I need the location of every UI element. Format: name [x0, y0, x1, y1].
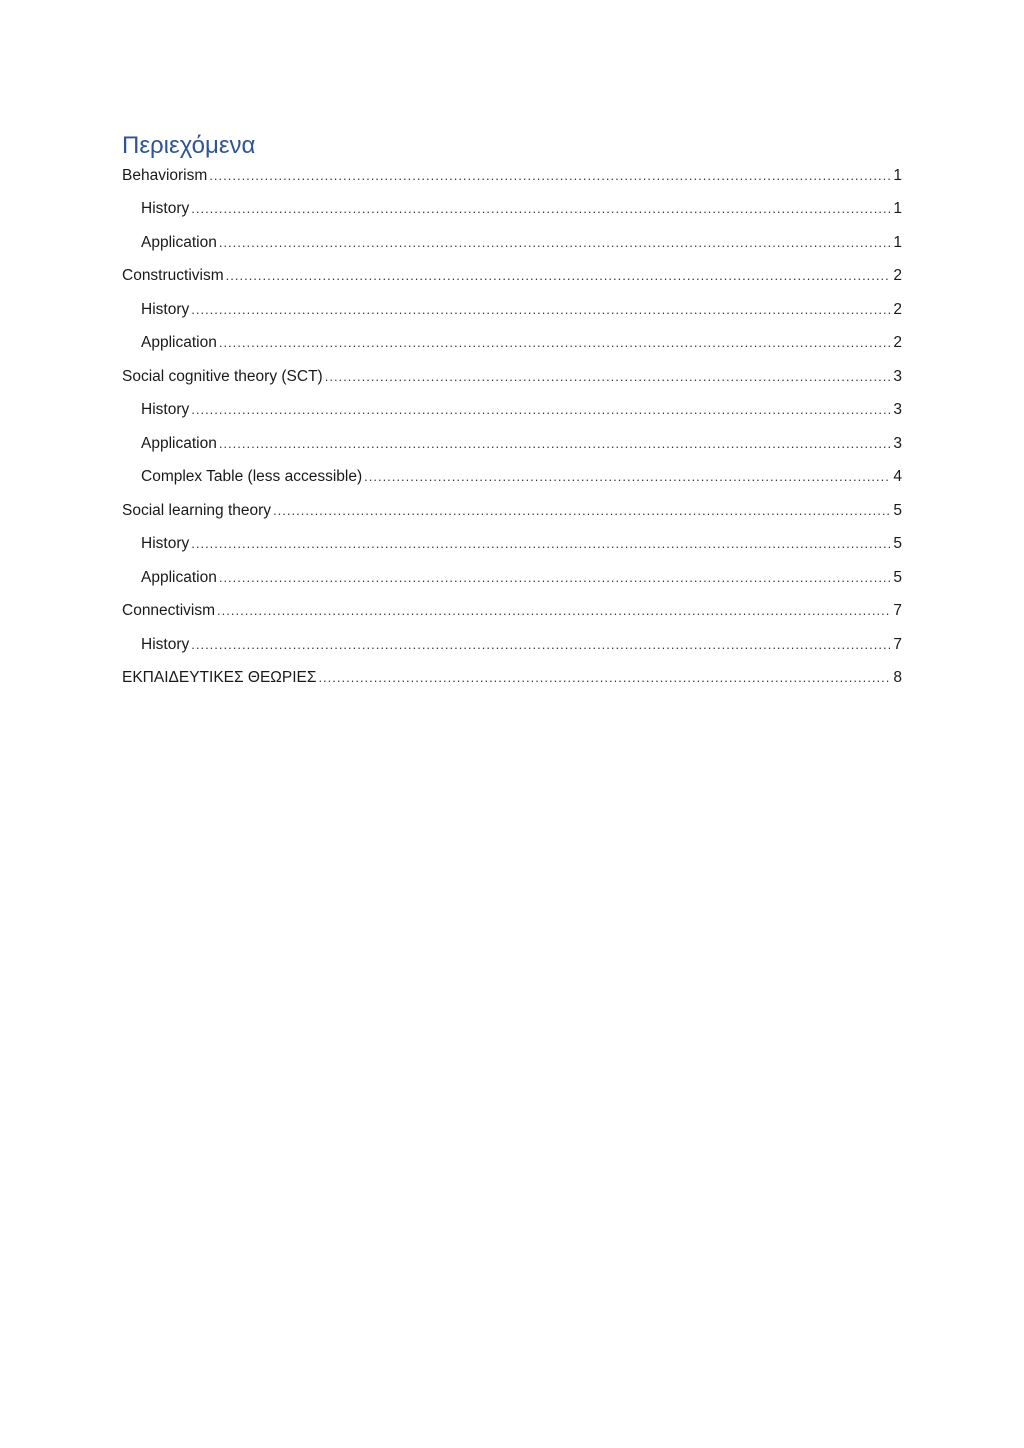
toc-entry[interactable]	[122, 668, 902, 702]
toc-entry-label: Social learning theory	[122, 501, 272, 519]
toc-entry-label: History	[141, 401, 190, 418]
toc-entry-page-number: 7	[893, 602, 902, 619]
toc-entry-label: History	[141, 635, 190, 653]
toc-entry-label: History	[141, 300, 190, 318]
toc-entry-page-number: 1	[893, 167, 902, 184]
toc-entry[interactable]	[122, 166, 902, 199]
toc-entry[interactable]	[122, 233, 902, 267]
toc-dot-leader	[318, 668, 890, 688]
toc-entry-page-number: 2	[893, 267, 902, 284]
toc-entry[interactable]	[122, 367, 902, 401]
toc-entry-label: Connectivism	[122, 602, 216, 619]
toc-entry-page-number: 3	[893, 367, 902, 385]
toc-dot-leader	[219, 233, 890, 253]
toc-entry-page-number: 5	[893, 535, 902, 552]
toc-entry-page-number: 8	[893, 669, 902, 686]
toc-dot-leader	[191, 635, 890, 655]
toc-dot-leader	[226, 266, 890, 286]
toc-entry[interactable]	[122, 501, 902, 535]
toc-dot-leader	[219, 568, 890, 588]
toc-dot-leader	[191, 534, 890, 554]
toc-entry[interactable]	[122, 534, 902, 568]
toc-entry-label: Complex Table (less accessible)	[141, 468, 363, 485]
toc-dot-leader	[209, 166, 890, 186]
toc-entry[interactable]	[122, 568, 902, 602]
toc-entry[interactable]	[122, 199, 902, 233]
toc-dot-leader	[191, 400, 890, 420]
toc-entry-page-number: 2	[893, 334, 902, 351]
toc-entry-page-number: 3	[893, 434, 902, 452]
toc-entry-page-number: 1	[893, 233, 902, 251]
toc-dot-leader	[191, 199, 890, 219]
toc-title: Περιεχόμενα	[122, 132, 256, 159]
table-of-contents	[122, 130, 902, 702]
toc-entry[interactable]	[122, 635, 902, 669]
toc-entry-page-number: 2	[893, 300, 902, 318]
toc-entry-label: Application	[141, 434, 217, 452]
toc-entry-label: Application	[141, 568, 217, 586]
toc-entry[interactable]	[122, 601, 902, 635]
toc-entry-label: History	[141, 535, 190, 552]
toc-dot-leader	[219, 333, 890, 353]
toc-entry[interactable]	[122, 400, 902, 434]
toc-dot-leader	[273, 501, 890, 521]
toc-entry[interactable]	[122, 467, 902, 501]
toc-entry-label: Behaviorism	[122, 167, 208, 184]
toc-entry-label: Constructivism	[122, 267, 224, 284]
toc-dot-leader	[325, 367, 890, 387]
toc-dot-leader	[217, 601, 890, 621]
toc-entry-label: Application	[141, 334, 217, 351]
toc-entry-label: ΕΚΠΑΙΔΕΥΤΙΚΕΣ ΘΕΩΡΙΕΣ	[122, 669, 317, 686]
toc-entry-page-number: 1	[893, 200, 902, 217]
toc-entry-page-number: 5	[893, 568, 902, 586]
toc-entry-page-number: 3	[893, 401, 902, 418]
toc-entry[interactable]	[122, 300, 902, 334]
toc-dot-leader	[364, 467, 890, 487]
toc-list	[122, 166, 902, 702]
toc-entry-label: Social cognitive theory (SCT)	[122, 367, 323, 385]
toc-dot-leader	[191, 300, 890, 320]
toc-entry-page-number: 7	[893, 635, 902, 653]
toc-entry-label: Application	[141, 233, 217, 251]
toc-entry-page-number: 5	[893, 501, 902, 519]
toc-entry-label: History	[141, 200, 190, 217]
toc-entry[interactable]	[122, 333, 902, 367]
toc-entry[interactable]	[122, 266, 902, 300]
toc-dot-leader	[219, 434, 890, 454]
toc-entry-page-number: 4	[893, 468, 902, 485]
toc-entry[interactable]	[122, 434, 902, 468]
